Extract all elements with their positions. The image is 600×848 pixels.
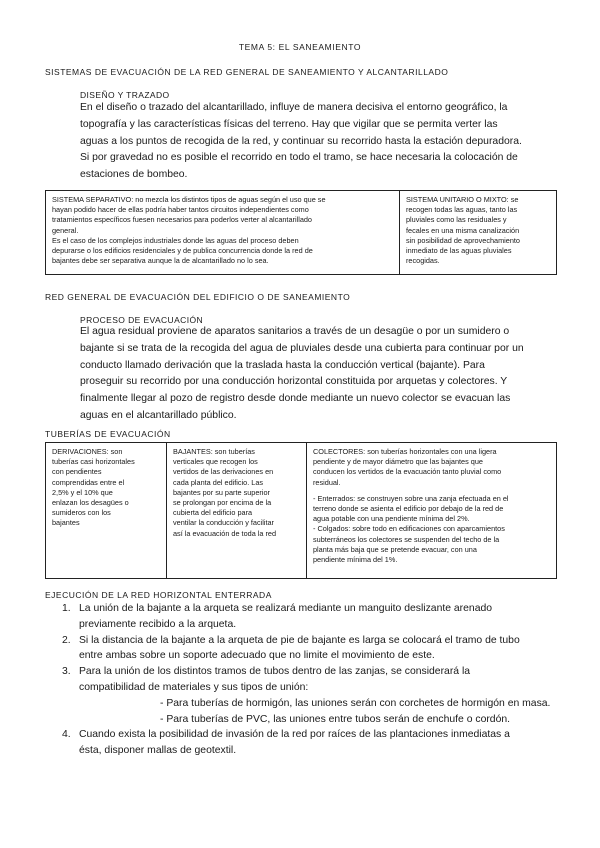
text-line: compatibilidad de materiales y sus tipos de unión:	[79, 681, 309, 693]
text-line: subterráneos los colectores se suspenden del techo de la	[313, 534, 500, 544]
text-line: cada planta del edificio. Las	[173, 477, 264, 487]
list-item	[62, 664, 562, 696]
paragraph-proceso	[80, 324, 558, 425]
subheading-diseno: DISEÑO Y TRAZADO	[80, 90, 170, 100]
text-line: recogen todas las aguas, tanto las	[406, 205, 518, 215]
text-line: residual.	[313, 477, 341, 487]
text-line: Si la distancia de la bajante a la arqueta de pie de bajante es larga se colocará el tramo de tubo	[79, 634, 520, 646]
text-line: con pendientes	[52, 467, 102, 477]
text-line: COLECTORES: son tuberías horizontales con una ligera	[313, 447, 497, 456]
text-line: previamente recibido a la arqueta.	[79, 618, 237, 630]
cell-sistema-unitario	[400, 191, 557, 275]
text-line: agua potable con una pendiente mínima del 2%.	[313, 514, 470, 524]
text-line: finalmente llegar al pozo de registro desde donde mediante un nuevo colector se evacuan las	[80, 393, 511, 405]
text-line: 2,5% y el 10% que	[52, 487, 113, 497]
text-line: BAJANTES: son tuberías	[173, 447, 255, 456]
text-line: pendiente mínima del 1%.	[313, 555, 398, 565]
text-line: sumideros con los	[52, 508, 111, 518]
cell-derivaciones	[46, 443, 167, 579]
text-line: La unión de la bajante a la arqueta se realizará mediante un manguito deslizante arenado	[79, 603, 493, 614]
systems-table	[45, 190, 557, 275]
item-number: 2.	[62, 634, 71, 646]
text-line: terreno donde se asienta el edificio por debajo de la red de	[313, 504, 504, 514]
text-line: se prolongan por encima de la	[173, 498, 272, 508]
text-line: enlazan los desagües o	[52, 498, 129, 508]
text-line: bajantes debe ser separativa aunque la de alcantarillado no lo sea.	[52, 256, 269, 266]
section-heading-ejecucion: EJECUCIÓN DE LA RED HORIZONTAL ENTERRADA	[45, 590, 272, 600]
text-line: SISTEMA UNITARIO O MIXTO: se	[406, 195, 519, 204]
text-line: comprendidas entre el	[52, 477, 125, 487]
text-line: estaciones de bombeo.	[80, 169, 188, 181]
document-title: TEMA 5: EL SANEAMIENTO	[238, 42, 362, 52]
text-line: conducto llamado derivación que la traslada hasta la conducción vertical (bajante). Para	[80, 359, 485, 371]
text-line: aguas a los puntos de recogida de la red, y continuar su recorrido hasta la estación depuradora.	[80, 135, 522, 147]
text-line: cubierta del edificio para	[173, 508, 253, 518]
text-line: Cuando exista la posibilidad de invasión de la red por raíces de las plantaciones inmediatas a	[79, 729, 510, 741]
text-line: - Colgados: sobre todo en edificaciones con aparcamientos	[313, 524, 505, 534]
list-item	[62, 633, 562, 665]
text-line: tuberías casi horizontales	[52, 457, 135, 467]
text-line: hayan podido hacer de ellas podría haber tantos circuitos independientes como	[52, 205, 309, 215]
section-heading-tuberias: TUBERÍAS DE EVACUACIÓN	[45, 429, 171, 439]
text-line: ventilar la conducción y facilitar	[173, 518, 274, 528]
text-line: - Enterrados: se construyen sobre una zanja efectuada en el	[313, 493, 509, 503]
text-line: así la evacuación de toda la red	[173, 528, 277, 538]
section-heading-sistemas: SISTEMAS DE EVACUACIÓN DE LA RED GENERAL DE SANEAMIENTO Y ALCANTARILLADO	[45, 67, 449, 77]
text-line: sin posibilidad de aprovechamiento	[406, 235, 520, 245]
text-line: aguas en el alcantarillado público.	[80, 409, 237, 421]
text-line: recogidas.	[406, 256, 440, 266]
sub-item-hormigon: - Para tuberías de hormigón, las uniones serán con corchetes de hormigón en masa.	[160, 697, 551, 709]
cell-colectores	[307, 443, 557, 579]
text-line: ésta, disponer mallas de geotextil.	[79, 745, 237, 757]
text-line: proseguir su recorrido por una conducción horizontal constituida por arquetas y colectores. Y	[80, 376, 508, 388]
text-line: entre ambas sobre un soporte adecuado que no limite el movimiento de este.	[79, 650, 435, 662]
text-line: Es el caso de los complejos industriales donde las aguas del proceso deben	[52, 235, 299, 245]
text-line: bajantes por su parte superior	[173, 487, 270, 497]
text-line: bajantes	[52, 518, 80, 528]
text-line: topografía y las características físicas del terreno. Hay que vigilar que se permita verter las	[80, 118, 498, 130]
text-line: fecales en una misma canalización	[406, 225, 520, 235]
text-line: pendiente y de mayor diámetro que las bajantes que	[313, 457, 483, 467]
text-line: En el diseño o trazado del alcantarillado, influye de manera decisiva el entorno geográfico, la	[80, 102, 508, 113]
text-line: inmediato de las aguas pluviales	[406, 246, 512, 256]
text-line: Si por gravedad no es posible el recorrido en todo el tramo, se hace necesaria la colocación de	[80, 152, 518, 164]
item-number: 4.	[62, 729, 71, 741]
text-line: El agua residual proviene de aparatos sanitarios a través de un desagüe o por un sumidero o	[80, 326, 510, 337]
cell-bajantes	[167, 443, 307, 579]
text-line: verticales que recogen los	[173, 457, 258, 467]
text-line: general.	[52, 225, 79, 235]
list-item	[62, 601, 562, 633]
text-line: depurarse o los edificios residenciales y de publica concurrencia donde la red de	[52, 246, 313, 256]
cell-sistema-separativo	[46, 191, 400, 275]
text-line: vertidos de las derivaciones en	[173, 467, 274, 477]
text-line: DERIVACIONES: son	[52, 447, 123, 456]
text-line: pluviales como las residuales y	[406, 215, 507, 225]
sub-item-pvc: - Para tuberías de PVC, las uniones entre tubos serán de enchufe o cordón.	[160, 713, 511, 725]
text-line: tratamientos específicos fuesen necesarios para poderlos verter al alcantarillado	[52, 215, 312, 225]
item-number: 3.	[62, 666, 71, 678]
item-number: 1.	[62, 603, 71, 614]
text-line: planta más baja que se pretende evacuar, con una	[313, 544, 477, 554]
text-line: SISTEMA SEPARATIVO: no mezcla los distintos tipos de aguas según el uso que se	[52, 195, 326, 204]
list-item	[62, 727, 562, 759]
text-line: Para la unión de los distintos tramos de tubos dentro de las zanjas, se considerará la	[79, 666, 471, 678]
text-line: conducen los vertidos de la evacuación tanto pluvial como	[313, 467, 502, 477]
pipes-table	[45, 442, 557, 579]
execution-list	[62, 601, 562, 759]
text-line: bajante si se trata de la recogida del agua de pluviales desde una cubierta para continuar por un	[80, 342, 524, 354]
subheading-proceso: PROCESO DE EVACUACIÓN	[80, 315, 204, 325]
paragraph-diseno	[80, 100, 558, 184]
section-heading-red-general: RED GENERAL DE EVACUACIÓN DEL EDIFICIO O DE SANEAMIENTO	[45, 292, 351, 302]
